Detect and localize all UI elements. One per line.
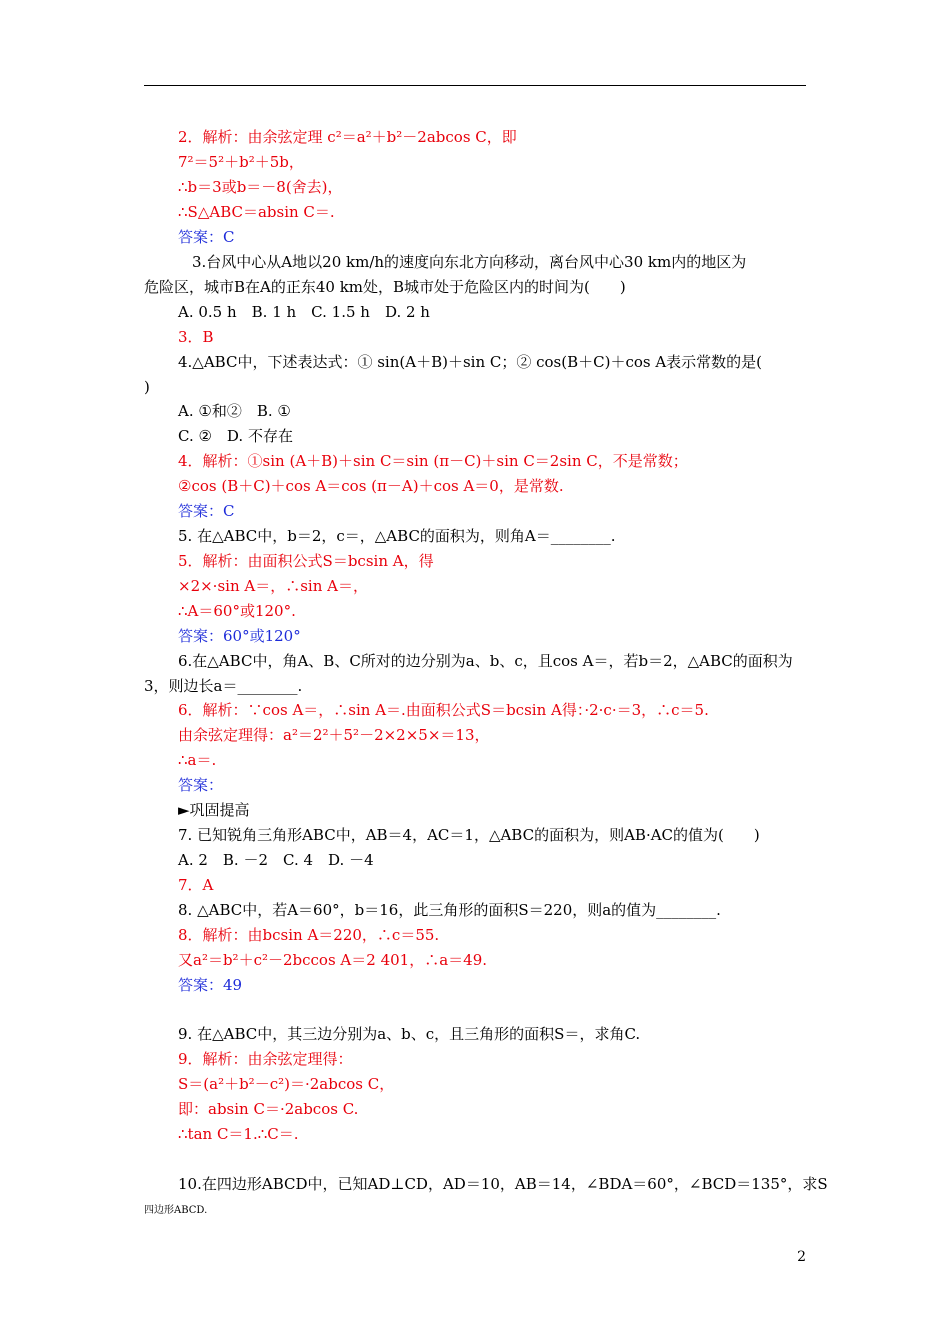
text-line: 又a²＝b²＋c²－2bccos A＝2 401，∴a＝49.: [178, 951, 488, 969]
text-line: 3，则边长a＝________.: [144, 677, 303, 695]
text-line: 2．解析：由余弦定理 c²＝a²＋b²－2abcos C，即: [178, 128, 517, 146]
text-line: 9. 在△ABC中，其三边分别为a、b、c，且三角形的面积S＝，求角C.: [178, 1025, 641, 1043]
text-line: 6.在△ABC中，角A、B、C所对的边分别为a、b、c，且cos A＝，若b＝2，△ABC的面积为: [178, 652, 793, 670]
text-line: 7²＝5²＋b²＋5b，: [178, 153, 304, 171]
text-line: 8. △ABC中，若A＝60°，b＝16，此三角形的面积S＝220，则a的值为________.: [178, 901, 721, 919]
text-line: A. 2 B. －2 C. 4 D. －4: [178, 851, 374, 869]
text-line: 10.在四边形ABCD中，已知AD⊥CD，AD＝10，AB＝14，∠BDA＝60°，∠BCD＝135°，求S: [178, 1175, 828, 1193]
text-line: ②cos (B＋C)＋cos A＝cos (π－A)＋cos A＝0，是常数.: [178, 477, 564, 495]
text-line: 四边形ABCD.: [144, 1205, 208, 1216]
text-line: 3．B: [178, 328, 214, 346]
header-rule: [144, 85, 806, 86]
text-line: 答案：: [178, 776, 224, 794]
text-line: 3.台风中心从A地以20 km/h的速度向东北方向移动，离台风中心30 km内的地区为: [192, 253, 747, 271]
text-line: ►巩固提高: [178, 801, 250, 819]
text-line: 危险区，城市B在A的正东40 km处，B城市处于危险区内的时间为( ): [144, 278, 626, 296]
text-line: ∴b＝3或b＝－8(舍去)，: [178, 178, 343, 196]
text-line: ∴S△ABC＝absin C＝.: [178, 203, 335, 221]
text-line: 8．解析：由bcsin A＝220，∴c＝55.: [178, 926, 440, 944]
text-line: ∴a＝.: [178, 751, 217, 769]
text-line: ∴A＝60°或120°.: [178, 602, 296, 620]
text-line: 5. 在△ABC中，b＝2，c＝，△ABC的面积为，则角A＝________.: [178, 527, 616, 545]
text-line: 4.△ABC中，下述表达式：① sin(A＋B)＋sin C；② cos(B＋C)＋cos A表示常数的是(: [178, 353, 763, 371]
text-line: ∴tan C＝1.∴C＝.: [178, 1125, 299, 1143]
text-line: 6．解析：∵cos A＝，∴sin A＝.由面积公式S＝bcsin A得：·2·c·＝3，∴c＝5.: [178, 701, 709, 719]
text-line: ×2×·sin A＝，∴sin A＝，: [178, 577, 368, 595]
text-line: 7. 已知锐角三角形ABC中，AB＝4，AC＝1，△ABC的面积为，则AB·AC的值为( ): [178, 826, 760, 844]
text-line: S＝(a²＋b²－c²)＝·2abcos C，: [178, 1075, 395, 1093]
text-line: 4．解析：①sin (A＋B)＋sin C＝sin (π－C)＋sin C＝2sin C，不是常数；: [178, 452, 688, 470]
text-line: 9．解析：由余弦定理得：: [178, 1050, 353, 1068]
text-line: 由余弦定理得：a²＝2²＋5²－2×2×5×＝13，: [178, 726, 490, 744]
text-line: 答案：49: [178, 976, 243, 994]
text-line: 7．A: [178, 876, 214, 894]
page-number: 2: [797, 1249, 806, 1265]
text-line: 5．解析：由面积公式S＝bcsin A，得: [178, 552, 434, 570]
text-line: 即：absin C＝·2abcos C.: [178, 1100, 359, 1118]
text-line: 答案：60°或120°: [178, 627, 301, 645]
text-line: ): [144, 378, 150, 396]
text-line: 答案：C: [178, 228, 235, 246]
text-line: A. ①和② B. ①: [178, 402, 291, 420]
text-line: C. ② D. 不存在: [178, 427, 293, 445]
text-line: A. 0.5 h B. 1 h C. 1.5 h D. 2 h: [178, 303, 430, 321]
text-line: 答案：C: [178, 502, 235, 520]
